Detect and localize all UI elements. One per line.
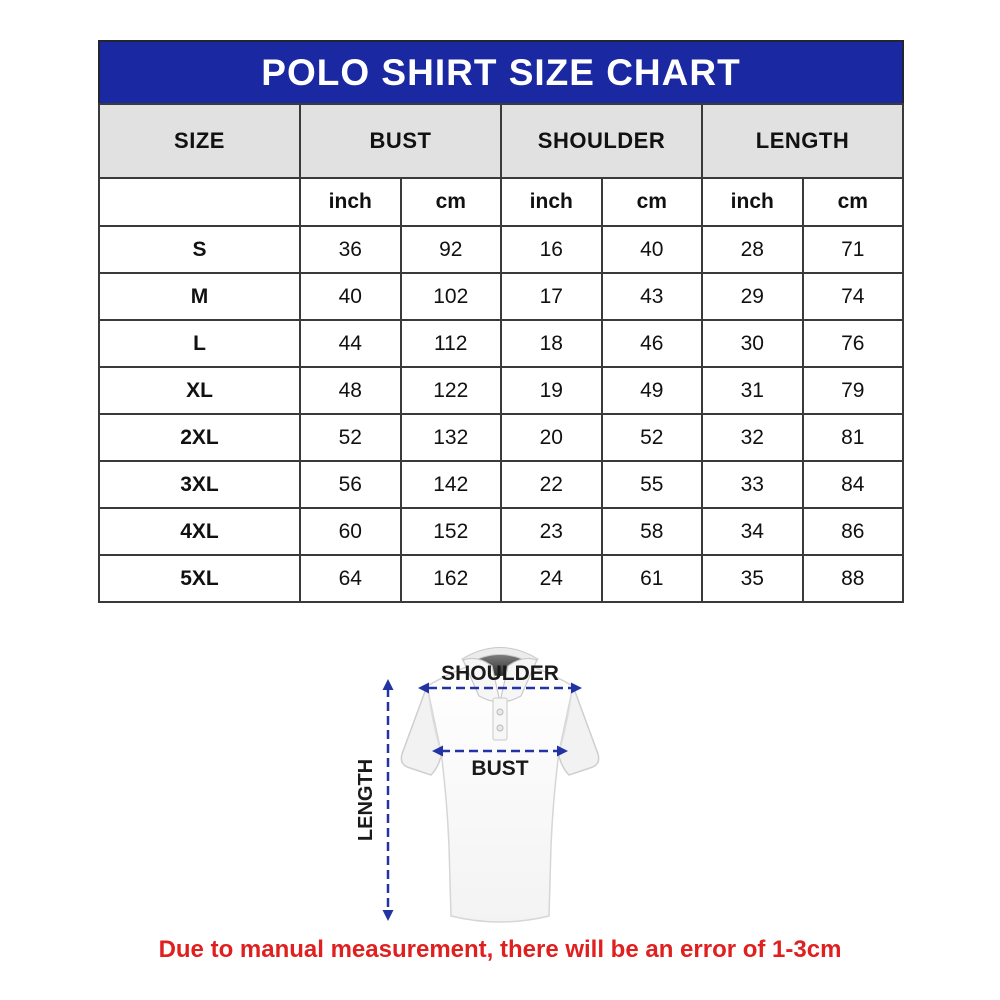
value-cell: 29 [702,273,803,320]
table-row-4xl [99,508,903,555]
size-table [98,103,904,603]
value-cell: 102 [401,273,502,320]
value-cell: 142 [401,461,502,508]
value-cell: 43 [602,273,703,320]
shoulder-label: SHOULDER [441,662,559,685]
value-cell: 30 [702,320,803,367]
header-bust: BUST [300,104,501,178]
length-arrow [383,679,394,921]
value-cell: 76 [803,320,904,367]
value-cell: 46 [602,320,703,367]
size-label: 4XL [99,508,300,555]
unit-bust-cm: cm [401,178,502,226]
bust-label: BUST [471,757,529,780]
unit-length-cm: cm [803,178,904,226]
value-cell: 79 [803,367,904,414]
value-cell: 23 [501,508,602,555]
unit-shoulder-cm: cm [602,178,703,226]
value-cell: 81 [803,414,904,461]
table-row-2xl [99,414,903,461]
table-unit-row [99,178,903,226]
value-cell: 49 [602,367,703,414]
value-cell: 132 [401,414,502,461]
value-cell: 86 [803,508,904,555]
value-cell: 40 [602,226,703,273]
table-row-5xl [99,555,903,602]
header-length: LENGTH [702,104,903,178]
value-cell: 16 [501,226,602,273]
value-cell: 52 [300,414,401,461]
value-cell: 58 [602,508,703,555]
value-cell: 61 [602,555,703,602]
size-label: S [99,226,300,273]
header-shoulder: SHOULDER [501,104,702,178]
value-cell: 34 [702,508,803,555]
value-cell: 19 [501,367,602,414]
value-cell: 33 [702,461,803,508]
size-label: M [99,273,300,320]
value-cell: 122 [401,367,502,414]
length-label: LENGTH [355,758,377,842]
table-row-l [99,320,903,367]
value-cell: 44 [300,320,401,367]
value-cell: 92 [401,226,502,273]
value-cell: 28 [702,226,803,273]
unit-length-inch: inch [702,178,803,226]
value-cell: 48 [300,367,401,414]
size-label: 3XL [99,461,300,508]
value-cell: 40 [300,273,401,320]
value-cell: 152 [401,508,502,555]
size-label: 5XL [99,555,300,602]
value-cell: 35 [702,555,803,602]
size-chart [98,40,904,603]
table-row-m [99,273,903,320]
table-row-s [99,226,903,273]
table-row-3xl [99,461,903,508]
value-cell: 88 [803,555,904,602]
button [497,709,503,715]
value-cell: 64 [300,555,401,602]
value-cell: 18 [501,320,602,367]
size-label: 2XL [99,414,300,461]
value-cell: 20 [501,414,602,461]
button [497,725,503,731]
value-cell: 84 [803,461,904,508]
value-cell: 22 [501,461,602,508]
value-cell: 31 [702,367,803,414]
value-cell: 60 [300,508,401,555]
title-bar [98,40,904,103]
value-cell: 17 [501,273,602,320]
polo-shirt-figure [330,636,670,942]
header-size: SIZE [99,104,300,178]
value-cell: 32 [702,414,803,461]
table-header-row [99,104,903,178]
placket [493,698,507,740]
value-cell: 74 [803,273,904,320]
size-label: L [99,320,300,367]
value-cell: 162 [401,555,502,602]
measurement-note: Due to manual measurement, there will be an error of 1-3cm [158,936,842,963]
value-cell: 36 [300,226,401,273]
value-cell: 112 [401,320,502,367]
value-cell: 55 [602,461,703,508]
unit-bust-inch: inch [300,178,401,226]
value-cell: 71 [803,226,904,273]
value-cell: 56 [300,461,401,508]
table-row-xl [99,367,903,414]
size-label: XL [99,367,300,414]
unit-shoulder-inch: inch [501,178,602,226]
value-cell: 52 [602,414,703,461]
value-cell: 24 [501,555,602,602]
page-title: POLO SHIRT SIZE CHART [261,51,741,93]
unit-empty-cell [99,178,300,226]
